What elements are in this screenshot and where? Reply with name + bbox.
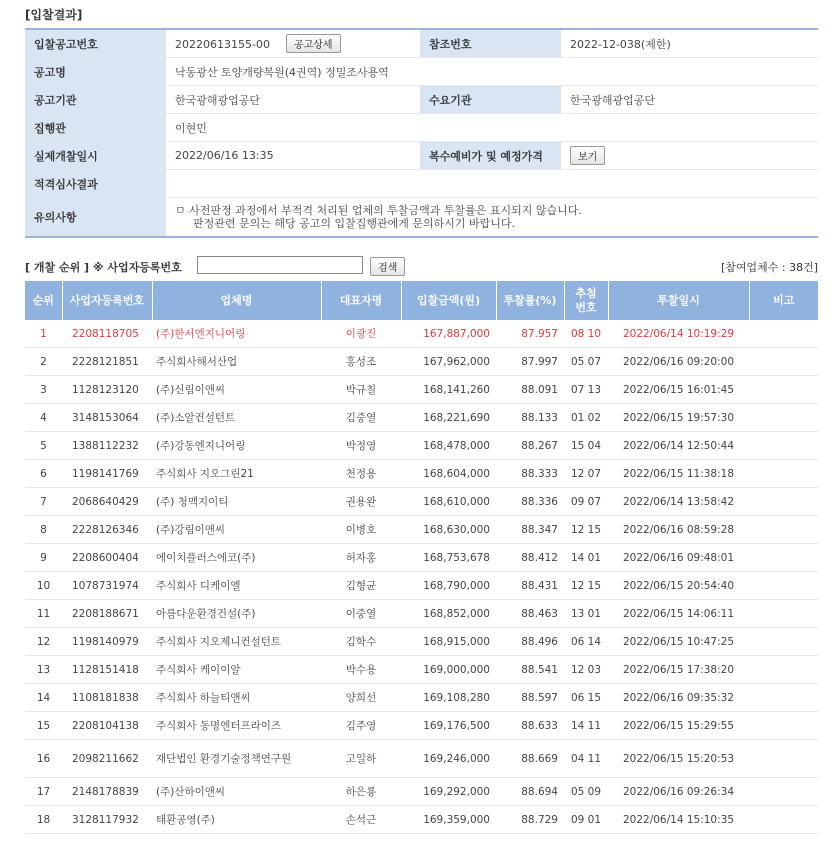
cell-lottery: 14 01 xyxy=(564,544,608,572)
table-row xyxy=(25,460,818,488)
cell-rank: 5 xyxy=(25,432,62,460)
cell-biz-no: 1128151418 xyxy=(62,656,152,684)
cell-company: (주)강림이앤씨 xyxy=(152,516,321,544)
cell-rank: 8 xyxy=(25,516,62,544)
column-header-ceo: 대표자명 xyxy=(321,281,401,320)
open-date-label: 실제개찰일시 xyxy=(25,142,166,170)
column-header-amount: 입찰금액(원) xyxy=(401,281,496,320)
executor-label: 집행관 xyxy=(25,114,166,142)
cell-ceo: 천정용 xyxy=(321,460,401,488)
cell-lottery: 09 01 xyxy=(564,806,608,834)
biz-no-search-input[interactable] xyxy=(197,256,363,274)
cell-rank: 17 xyxy=(25,778,62,806)
cell-datetime: 2022/06/14 15:10:35 xyxy=(608,806,749,834)
cell-lottery: 05 07 xyxy=(564,348,608,376)
cell-amount: 169,108,280 xyxy=(401,684,496,712)
cell-biz-no: 2208104138 xyxy=(62,712,152,740)
table-row xyxy=(25,600,818,628)
cell-rate: 88.336 xyxy=(496,488,564,516)
cell-amount: 168,604,000 xyxy=(401,460,496,488)
cell-rate: 88.597 xyxy=(496,684,564,712)
cell-ceo: 고일하 xyxy=(321,740,401,778)
cell-datetime: 2022/06/15 11:38:18 xyxy=(608,460,749,488)
cell-ceo: 김주영 xyxy=(321,712,401,740)
cell-company: 아름다운환경건설(주) xyxy=(152,600,321,628)
info-row xyxy=(25,114,818,142)
info-row xyxy=(25,170,818,198)
cell-company: 주식회사 지오그린21 xyxy=(152,460,321,488)
cell-biz-no: 1198141769 xyxy=(62,460,152,488)
info-row xyxy=(25,58,818,86)
cell-note xyxy=(749,488,818,516)
cell-lottery: 12 07 xyxy=(564,460,608,488)
cell-ceo: 홍성조 xyxy=(321,348,401,376)
title-value: 낙동광산 토양개량복원(4권역) 정밀조사용역 xyxy=(166,58,818,86)
table-row xyxy=(25,348,818,376)
cell-amount: 168,141,260 xyxy=(401,376,496,404)
cell-rank: 3 xyxy=(25,376,62,404)
cell-rate: 88.463 xyxy=(496,600,564,628)
cell-rank: 16 xyxy=(25,740,62,778)
cell-rank: 11 xyxy=(25,600,62,628)
table-row xyxy=(25,376,818,404)
cell-company: 주식회사 하늘티앤씨 xyxy=(152,684,321,712)
cell-note xyxy=(749,712,818,740)
cell-note xyxy=(749,404,818,432)
cell-company: 주식회사 지오제니컨설턴트 xyxy=(152,628,321,656)
ranking-toolbar xyxy=(25,256,818,276)
cell-lottery: 12 03 xyxy=(564,656,608,684)
table-row xyxy=(25,516,818,544)
cell-amount: 168,852,000 xyxy=(401,600,496,628)
table-row xyxy=(25,656,818,684)
cell-company: (주)소알컨설턴트 xyxy=(152,404,321,432)
cell-company: (주)한서엔지니어링 xyxy=(152,320,321,348)
cell-lottery: 07 13 xyxy=(564,376,608,404)
table-row xyxy=(25,684,818,712)
cell-company: 주식회사해서산업 xyxy=(152,348,321,376)
cell-rate: 88.694 xyxy=(496,778,564,806)
cell-ceo: 손석근 xyxy=(321,806,401,834)
section-title: [입찰결과] xyxy=(25,8,83,22)
cell-amount: 169,359,000 xyxy=(401,806,496,834)
cell-biz-no: 2098211662 xyxy=(62,740,152,778)
cell-biz-no: 2148178839 xyxy=(62,778,152,806)
multi-price-cell xyxy=(561,142,818,170)
cell-ceo: 이병호 xyxy=(321,516,401,544)
ranking-label: [ 개찰 순위 ] ※ 사업자등록번호 xyxy=(25,261,182,274)
cell-rate: 88.431 xyxy=(496,572,564,600)
cell-datetime: 2022/06/14 10:19:29 xyxy=(608,320,749,348)
table-row xyxy=(25,572,818,600)
cell-lottery: 04 11 xyxy=(564,740,608,778)
cell-amount: 169,176,500 xyxy=(401,712,496,740)
cell-ceo: 박규칠 xyxy=(321,376,401,404)
table-row xyxy=(25,488,818,516)
column-header-note: 비고 xyxy=(749,281,818,320)
cell-biz-no: 3128117932 xyxy=(62,806,152,834)
table-row xyxy=(25,320,818,348)
bid-no-value: 20220613155-00 xyxy=(175,38,270,51)
cell-rank: 4 xyxy=(25,404,62,432)
cell-rate: 88.333 xyxy=(496,460,564,488)
cell-ceo: 양희선 xyxy=(321,684,401,712)
cell-amount: 168,478,000 xyxy=(401,432,496,460)
cell-amount: 168,790,000 xyxy=(401,572,496,600)
cell-biz-no: 2208188671 xyxy=(62,600,152,628)
cell-amount: 169,000,000 xyxy=(401,656,496,684)
results-table xyxy=(25,281,818,834)
column-header-rank: 순위 xyxy=(25,281,62,320)
qualification-label: 적격심사결과 xyxy=(25,170,166,198)
bid-no-label: 입찰공고번호 xyxy=(25,29,166,58)
cell-ceo: 이광진 xyxy=(321,320,401,348)
bid-info-table xyxy=(25,28,818,238)
cell-rate: 88.091 xyxy=(496,376,564,404)
cell-amount: 168,915,000 xyxy=(401,628,496,656)
cell-note xyxy=(749,684,818,712)
cell-amount: 168,221,690 xyxy=(401,404,496,432)
table-row xyxy=(25,628,818,656)
cell-lottery: 12 15 xyxy=(564,516,608,544)
cell-note xyxy=(749,544,818,572)
cell-rate: 88.412 xyxy=(496,544,564,572)
cell-rank: 1 xyxy=(25,320,62,348)
cell-note xyxy=(749,740,818,778)
cell-ceo: 박수용 xyxy=(321,656,401,684)
cell-company: (주)신림이앤씨 xyxy=(152,376,321,404)
results-body xyxy=(25,320,818,834)
notice-label: 유의사항 xyxy=(25,198,166,238)
bid-no-cell xyxy=(166,29,420,58)
cell-rank: 18 xyxy=(25,806,62,834)
search-button[interactable]: 검색 xyxy=(370,257,405,276)
cell-company: (주)강동엔지니어링 xyxy=(152,432,321,460)
multi-price-label: 복수예비가 및 예정가격 xyxy=(420,142,561,170)
cell-note xyxy=(749,600,818,628)
cell-rate: 88.729 xyxy=(496,806,564,834)
cell-lottery: 15 04 xyxy=(564,432,608,460)
cell-lottery: 14 11 xyxy=(564,712,608,740)
executor-value: 이현민 xyxy=(166,114,818,142)
notice-text xyxy=(166,198,818,238)
cell-amount: 169,246,000 xyxy=(401,740,496,778)
cell-note xyxy=(749,432,818,460)
cell-rank: 7 xyxy=(25,488,62,516)
title-label: 공고명 xyxy=(25,58,166,86)
cell-lottery: 13 01 xyxy=(564,600,608,628)
cell-datetime: 2022/06/16 09:48:01 xyxy=(608,544,749,572)
cell-company: 주식회사 케이이알 xyxy=(152,656,321,684)
cell-lottery: 06 15 xyxy=(564,684,608,712)
cell-ceo: 허자홍 xyxy=(321,544,401,572)
cell-rank: 15 xyxy=(25,712,62,740)
cell-rate: 88.133 xyxy=(496,404,564,432)
cell-datetime: 2022/06/15 20:54:40 xyxy=(608,572,749,600)
cell-note xyxy=(749,516,818,544)
cell-rate: 88.496 xyxy=(496,628,564,656)
cell-datetime: 2022/06/16 09:35:32 xyxy=(608,684,749,712)
cell-biz-no: 1198140979 xyxy=(62,628,152,656)
cell-rank: 12 xyxy=(25,628,62,656)
demand-org-label: 수요기관 xyxy=(420,86,561,114)
column-header-datetime: 투찰일시 xyxy=(608,281,749,320)
cell-rank: 2 xyxy=(25,348,62,376)
cell-company: (주) 청맥지이티 xyxy=(152,488,321,516)
info-row xyxy=(25,86,818,114)
header-row xyxy=(25,281,818,320)
cell-amount: 167,962,000 xyxy=(401,348,496,376)
cell-rank: 10 xyxy=(25,572,62,600)
cell-note xyxy=(749,320,818,348)
table-row xyxy=(25,806,818,834)
cell-rate: 87.957 xyxy=(496,320,564,348)
org-value: 한국광해광업공단 xyxy=(166,86,420,114)
table-row xyxy=(25,712,818,740)
notice-detail-button[interactable]: 공고상세 xyxy=(286,34,341,53)
qualification-value xyxy=(166,170,818,198)
cell-biz-no: 2228121851 xyxy=(62,348,152,376)
column-header-lottery: 추첨 번호 xyxy=(564,281,608,320)
cell-lottery: 12 15 xyxy=(564,572,608,600)
table-row xyxy=(25,432,818,460)
cell-datetime: 2022/06/15 15:20:53 xyxy=(608,740,749,778)
cell-company: 태환공영(주) xyxy=(152,806,321,834)
notice-line: 판정관련 문의는 해당 공고의 입찰집행관에게 문의하시기 바랍니다. xyxy=(193,217,516,230)
cell-datetime: 2022/06/15 14:06:11 xyxy=(608,600,749,628)
cell-datetime: 2022/06/16 09:20:00 xyxy=(608,348,749,376)
cell-rate: 88.541 xyxy=(496,656,564,684)
cell-company: 재단법인 환경기술정책연구원 xyxy=(152,740,321,778)
ref-no-label: 참조번호 xyxy=(420,29,561,58)
cell-datetime: 2022/06/16 08:59:28 xyxy=(608,516,749,544)
cell-ceo: 이중열 xyxy=(321,600,401,628)
cell-amount: 167,887,000 xyxy=(401,320,496,348)
table-row xyxy=(25,740,818,778)
cell-note xyxy=(749,572,818,600)
cell-note xyxy=(749,348,818,376)
open-date-value: 2022/06/16 13:35 xyxy=(166,142,420,170)
cell-amount: 168,753,678 xyxy=(401,544,496,572)
cell-note xyxy=(749,460,818,488)
notice-line: ㅁ 사전판정 과정에서 부적격 처리된 업체의 투찰금액과 투찰률은 표시되지 않습니다. xyxy=(175,204,582,217)
cell-rank: 9 xyxy=(25,544,62,572)
cell-company: 주식회사 동명엔터프라이즈 xyxy=(152,712,321,740)
cell-biz-no: 1108181838 xyxy=(62,684,152,712)
table-row xyxy=(25,778,818,806)
info-row xyxy=(25,142,818,170)
cell-rate: 88.669 xyxy=(496,740,564,778)
cell-rate: 87.997 xyxy=(496,348,564,376)
cell-company: 에이치플러스에코(주) xyxy=(152,544,321,572)
cell-ceo: 김중열 xyxy=(321,404,401,432)
cell-datetime: 2022/06/16 09:26:34 xyxy=(608,778,749,806)
table-row xyxy=(25,544,818,572)
cell-ceo: 하은룡 xyxy=(321,778,401,806)
cell-note xyxy=(749,376,818,404)
table-row xyxy=(25,404,818,432)
cell-amount: 168,610,000 xyxy=(401,488,496,516)
org-label: 공고기관 xyxy=(25,86,166,114)
cell-lottery: 06 14 xyxy=(564,628,608,656)
cell-biz-no: 1388112232 xyxy=(62,432,152,460)
cell-ceo: 김학수 xyxy=(321,628,401,656)
cell-ceo: 권용완 xyxy=(321,488,401,516)
cell-amount: 168,630,000 xyxy=(401,516,496,544)
cell-biz-no: 2068640429 xyxy=(62,488,152,516)
cell-rank: 14 xyxy=(25,684,62,712)
cell-biz-no: 2208600404 xyxy=(62,544,152,572)
cell-rate: 88.633 xyxy=(496,712,564,740)
cell-datetime: 2022/06/15 19:57:30 xyxy=(608,404,749,432)
cell-note xyxy=(749,806,818,834)
demand-org-value: 한국광해광업공단 xyxy=(561,86,818,114)
cell-biz-no: 2208118705 xyxy=(62,320,152,348)
cell-ceo: 김형균 xyxy=(321,572,401,600)
cell-datetime: 2022/06/14 13:58:42 xyxy=(608,488,749,516)
cell-biz-no: 3148153064 xyxy=(62,404,152,432)
cell-lottery: 05 09 xyxy=(564,778,608,806)
cell-datetime: 2022/06/14 12:50:44 xyxy=(608,432,749,460)
cell-lottery: 09 07 xyxy=(564,488,608,516)
cell-note xyxy=(749,628,818,656)
column-header-rate: 투찰률(%) xyxy=(496,281,564,320)
cell-biz-no: 2228126346 xyxy=(62,516,152,544)
cell-note xyxy=(749,656,818,684)
cell-biz-no: 1128123120 xyxy=(62,376,152,404)
cell-lottery: 08 10 xyxy=(564,320,608,348)
cell-rank: 13 xyxy=(25,656,62,684)
cell-datetime: 2022/06/15 17:38:20 xyxy=(608,656,749,684)
cell-rank: 6 xyxy=(25,460,62,488)
cell-biz-no: 1078731974 xyxy=(62,572,152,600)
cell-rate: 88.267 xyxy=(496,432,564,460)
cell-lottery: 01 02 xyxy=(564,404,608,432)
ref-no-value: 2022-12-038(제한) xyxy=(561,29,818,58)
cell-company: 주식회사 디케이엘 xyxy=(152,572,321,600)
column-header-company: 업체명 xyxy=(152,281,321,320)
cell-ceo: 박정영 xyxy=(321,432,401,460)
cell-note xyxy=(749,778,818,806)
cell-datetime: 2022/06/15 16:01:45 xyxy=(608,376,749,404)
cell-amount: 169,292,000 xyxy=(401,778,496,806)
cell-company: (주)산하이앤씨 xyxy=(152,778,321,806)
view-price-button[interactable]: 보기 xyxy=(570,146,605,165)
cell-rate: 88.347 xyxy=(496,516,564,544)
column-header-biz-no: 사업자등록번호 xyxy=(62,281,152,320)
participant-count: [참여업체수 : 38건] xyxy=(720,261,818,274)
info-row xyxy=(25,29,818,58)
info-row xyxy=(25,198,818,238)
cell-datetime: 2022/06/15 15:29:55 xyxy=(608,712,749,740)
cell-datetime: 2022/06/15 10:47:25 xyxy=(608,628,749,656)
